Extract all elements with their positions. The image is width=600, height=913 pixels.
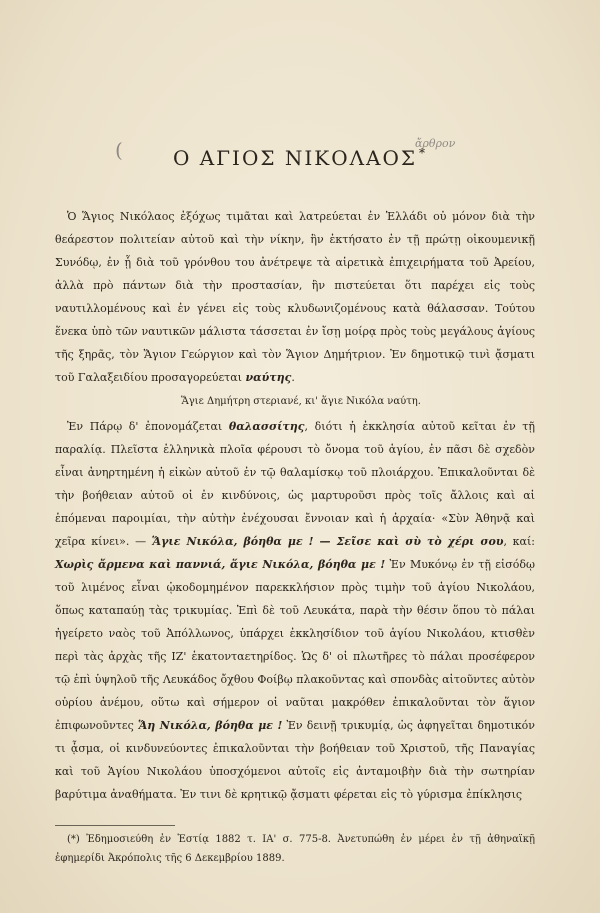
footnote-text: (*) Ἐδημοσιεύθη ἐν Ἑστίᾳ 1882 τ. ΙΑ' σ. 775-8. Ἀνετυπώθη ἐν μέρει ἐν τῇ ἀθηναϊκῇ ἐφημερίδι Ἀκρόπολις τῆς 6 Δεκεμβρίου 1889.	[55, 834, 535, 864]
emphasis: θαλασσίτης	[228, 420, 305, 433]
emphasis: ναύτης	[245, 371, 292, 384]
emphasis: Ἅγιε Νικόλα, βόηθα με ! — Σεῖσε καὶ σὺ τὸ χέρι σου	[151, 535, 504, 548]
verse-quote: Ἅγιε Δημήτρη στεριανέ, κι' ἅγιε Νικόλα ναύτη.	[181, 396, 421, 407]
title-footnote-mark: *	[419, 146, 428, 160]
emphasis: Ἅη Νικόλα, βόηθα με !	[137, 719, 283, 732]
paragraph-2: Ἐν Πάρῳ δ' ἐπονομάζεται θαλασσίτης, διότι ἡ ἐκκλησία αὐτοῦ κεῖται ἐν τῇ παραλίᾳ. Πλεῖστα ἑλληνικὰ πλοῖα φέρουσι τὸ ὄνομα τοῦ ἁγίου, ἐν πᾶσι δὲ σχεδὸν εἶναι ἀνηρτημένη ἡ εἰκὼν αὐτοῦ ἐν τῷ θαλαμίσκῳ τοῦ πλοιάρχου. Ἐπικαλοῦνται δὲ τὴν βοήθειαν αὐτοῦ οἱ ἐν κινδύνοις, ὡς μαρτυροῦσι πρὸς τοῖς ἄλλοις καὶ αἱ ἑπόμεναι παροιμίαι, τὴν αὐτὴν ἐνέχουσαι ἔννοιαν καὶ ἡ ἀρχαία· «Σὺν Ἀθηνᾷ καὶ χεῖρα κίνει». — Ἅγιε Νικόλα, βόηθα με ! — Σεῖσε καὶ σὺ τὸ χέρι σου, καί: Χωρὶς ἄρμενα καὶ παννιά, ἅγιε Νικόλα, βόηθα με ! Ἐν Μυκόνῳ ἐν τῇ εἰσόδῳ τοῦ λιμένος εἶναι ᾠκοδομημένον παρεκκλήσιον πρὸς τιμὴν τοῦ ἁγίου Νικολάου, ὅπως καταπαύῃ τὰς τρικυμίας. Ἐπὶ δὲ τοῦ Λευκάτα, παρὰ τὴν θέσιν ὅπου τὸ πάλαι ἠγείρετο ναὸς τοῦ Ἀπόλλωνος, ὑπάρχει ἐκκλησίδιον τοῦ ἁγίου Νικολάου, κτισθὲν περὶ τὰς ἀρχὰς τῆς ΙΖ' ἑκατονταετηρίδος. Ὡς δ' οἱ πλωτῆρες τὸ πάλαι προσέφερον τῷ ἐπὶ ὑψηλοῦ τῆς Λευκάδος ὄχθου Φοίβῳ πλακοῦντας καὶ σπονδὰς αἰτοῦντες αὐτὸν οὐρίου ἀνέμου, οὕτω καὶ σήμερον οἱ ναῦται μακρόθεν ἐπικαλοῦνται τὸν ἅγιον ἐπιφωνοῦντες Ἅη Νικόλα, βόηθα με ! Ἐν δεινῇ τρικυμίᾳ, ὡς ἀφηγεῖται δημοτικόν τι ᾆσμα, οἱ κινδυνεύοντες ἐπικαλοῦνται τὴν βοήθειαν τοῦ Χριστοῦ, τῆς Παναγίας καὶ τοῦ Ἁγίου Νικολάου ὑποσχόμενοι αὐτοῖς εἰς ἀνταμοιβὴν διὰ τὴν σωτηρίαν βαρύτιμα ἀναθήματα. Ἐν τινι δὲ κρητικῷ ᾄσματι φέρεται εἰς τὸ γύρισμα ἐπίκλησις	[55, 420, 535, 801]
paragraph-1: Ὁ Ἅγιος Νικόλαος ἐξόχως τιμᾶται καὶ λατρεύεται ἐν Ἑλλάδι οὐ μόνον διὰ τὴν θεάρεστον πολιτείαν αὐτοῦ καὶ τὴν νίκην, ἣν ἐκτήσατο ἐν τῇ πρώτῃ οἰκουμενικῇ Συνόδῳ, ἐν ᾗ διὰ τοῦ γρόνθου του ἀνέτρεψε τὰ αἱρετικὰ ἐπιχειρήματα τοῦ Ἀρείου, ἀλλὰ πρὸ πάντων διὰ τὴν προστασίαν, ἣν πιστεύεται ὅτι παρέχει εἰς τοὺς ναυτιλλομένους καὶ ἐν γένει εἰς τοὺς κλυδωνιζομένους κατὰ θάλασσαν. Τούτου ἕνεκα ὑπὸ τῶν ναυτικῶν μάλιστα τάσσεται ἐν ἴσῃ μοίρᾳ πρὸς τοὺς μεγάλους ἁγίους τῆς ξηρᾶς, τὸν Ἅγιον Γεώργιον καὶ τὸν Ἅγιον Δημήτριον. Ἐν δημοτικῷ τινὶ ᾄσματι τοῦ Γαλαξειδίου προσαγορεύεται ναύτης.	[55, 210, 535, 384]
footnote-divider	[55, 825, 175, 826]
pencil-bracket-mark: (	[115, 138, 123, 162]
footnote	[55, 830, 535, 868]
article-body	[55, 205, 535, 806]
emphasis: Χωρὶς ἄρμενα καὶ παννιά, ἅγιε Νικόλα, βόηθα με !	[55, 558, 386, 571]
pencil-annotation: ἄρθρον	[415, 137, 456, 150]
page-title: Ο ΑΓΙΟΣ ΝΙΚΟΛΑΟΣ *	[172, 146, 428, 170]
